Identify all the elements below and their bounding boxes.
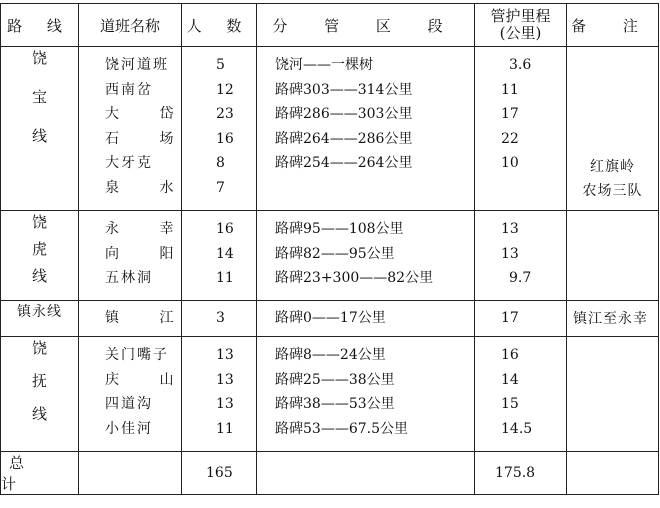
header-row: [1, 4, 659, 47]
people-count: 11: [216, 270, 234, 286]
people-count: 8: [216, 155, 225, 171]
section-range: 路碑303——314公里: [275, 81, 413, 98]
section-cell: [257, 47, 475, 211]
team-name: 永 幸: [105, 221, 192, 237]
people-count: 11: [216, 420, 234, 437]
team-cell: [79, 47, 192, 211]
length-km: 17: [501, 106, 519, 122]
length-km: 13: [501, 245, 519, 262]
note-line: 红旗岭: [590, 159, 635, 175]
total-label-cell: [1, 452, 79, 495]
people-count: 16: [216, 221, 234, 237]
length-km: 14.5: [501, 420, 533, 437]
team-cell: [79, 301, 192, 337]
team-name: 小佳河: [105, 420, 153, 437]
length-cell: [475, 47, 567, 211]
note-cell: [567, 47, 659, 211]
section-range: 路碑286——303公里: [275, 106, 413, 122]
length-km: 3.6: [509, 57, 532, 73]
length-km: 13: [501, 221, 519, 237]
team-name: 泉 水: [105, 179, 192, 196]
total-team-cell: [79, 452, 182, 495]
note-line: 农场三队: [582, 183, 643, 199]
header-note: 备 注: [567, 4, 659, 47]
road-team-table: [0, 3, 659, 495]
length-cell: [475, 337, 567, 452]
section-range: [257, 176, 474, 201]
route-cell: [1, 47, 79, 211]
length-km: 17: [501, 310, 519, 327]
length-km: [475, 176, 566, 201]
team-name: 西南岔: [105, 81, 153, 98]
route-cell: [1, 211, 79, 301]
people-cell: [182, 337, 257, 452]
people-count: 13: [216, 371, 234, 388]
team-name: 饶河道班: [105, 57, 169, 73]
section-cell: [257, 211, 475, 301]
route-char: 虎: [31, 240, 47, 258]
note-cell: [567, 301, 659, 337]
route-cell: [1, 301, 79, 337]
section-range: 路碑254——264公里: [275, 155, 413, 171]
route-char: 线: [31, 127, 47, 145]
total-people-cell: [182, 452, 257, 495]
total-row: [1, 452, 659, 495]
length-km: 15: [501, 396, 519, 412]
team-name: 石 场: [105, 130, 192, 147]
total-people: 165: [206, 465, 233, 481]
team-name: 大牙克: [105, 155, 153, 171]
length-km: 16: [501, 347, 519, 363]
route-name: 镇永线: [17, 304, 62, 320]
route-char: 线: [31, 267, 47, 285]
team-name: 四道沟: [105, 396, 153, 412]
total-label: 总 计: [1, 454, 39, 493]
people-cell: [182, 47, 257, 211]
team-name: 关门嘴子: [105, 347, 169, 363]
route-cell: [1, 337, 79, 452]
people-cell: [182, 301, 257, 337]
route-char: 线: [31, 405, 47, 423]
section-range: 路碑264——286公里: [275, 130, 413, 147]
section-range: 路碑38——53公里: [275, 396, 395, 412]
section-range: 路碑82——95公里: [275, 245, 395, 262]
team-name: 镇 江: [105, 310, 192, 327]
length-km: 22: [501, 130, 519, 147]
group-row-zhenyong: [1, 301, 659, 337]
total-section-cell: [257, 452, 475, 495]
route-char: 饶: [31, 213, 47, 231]
group-row-raohu: [1, 211, 659, 301]
note-line: 镇江至永幸: [573, 310, 648, 327]
section-cell: [257, 301, 475, 337]
section-cell: [257, 337, 475, 452]
length-cell: [475, 211, 567, 301]
people-count: 3: [216, 310, 225, 327]
length-km: 11: [501, 81, 519, 98]
total-length-cell: [475, 452, 567, 495]
route-char: 宝: [31, 88, 47, 106]
people-count: 5: [216, 57, 225, 73]
header-section: 分 管 区 段: [257, 4, 475, 47]
people-count: 12: [216, 81, 234, 98]
team-name: 庆 山: [105, 371, 192, 388]
people-count: 13: [216, 396, 234, 412]
total-note-cell: [567, 452, 659, 495]
people-count: 7: [216, 179, 225, 196]
header-team-name: 道班名称: [79, 4, 182, 47]
header-route: 路 线: [1, 4, 79, 47]
note-cell: [567, 337, 659, 452]
people-count: 13: [216, 347, 234, 363]
people-count: 16: [216, 130, 234, 147]
section-range: 路碑0——17公里: [275, 310, 386, 327]
length-km: 10: [501, 155, 519, 171]
route-char: 饶: [31, 339, 47, 357]
header-people: 人 数: [182, 4, 257, 47]
note-cell: [567, 211, 659, 301]
section-range: 路碑25——38公里: [275, 371, 395, 388]
length-km: 9.7: [509, 270, 532, 286]
team-cell: [79, 211, 192, 301]
team-name: 大 岱: [105, 106, 192, 122]
section-range: 路碑95——108公里: [275, 221, 404, 237]
route-char: 饶: [31, 49, 47, 67]
header-length: 管护里程 (公里): [475, 4, 567, 47]
route-char: 抚: [31, 372, 47, 390]
people-count: 14: [216, 245, 234, 262]
team-name: 向 阳: [105, 245, 192, 262]
team-name: 五林洞: [105, 270, 153, 286]
team-cell: [79, 337, 192, 452]
total-length: 175.8: [495, 465, 536, 481]
section-range: 路碑23+300——82公里: [275, 270, 434, 286]
section-range: 路碑8——24公里: [275, 347, 386, 363]
length-cell: [475, 301, 567, 337]
length-km: 14: [501, 371, 519, 388]
group-row-raofu: [1, 337, 659, 452]
people-count: 23: [216, 106, 234, 122]
group-row-raobao: [1, 47, 659, 211]
section-range: 路碑53——67.5公里: [275, 420, 408, 437]
people-cell: [182, 211, 257, 301]
section-range: 饶河——一棵树: [275, 57, 373, 73]
